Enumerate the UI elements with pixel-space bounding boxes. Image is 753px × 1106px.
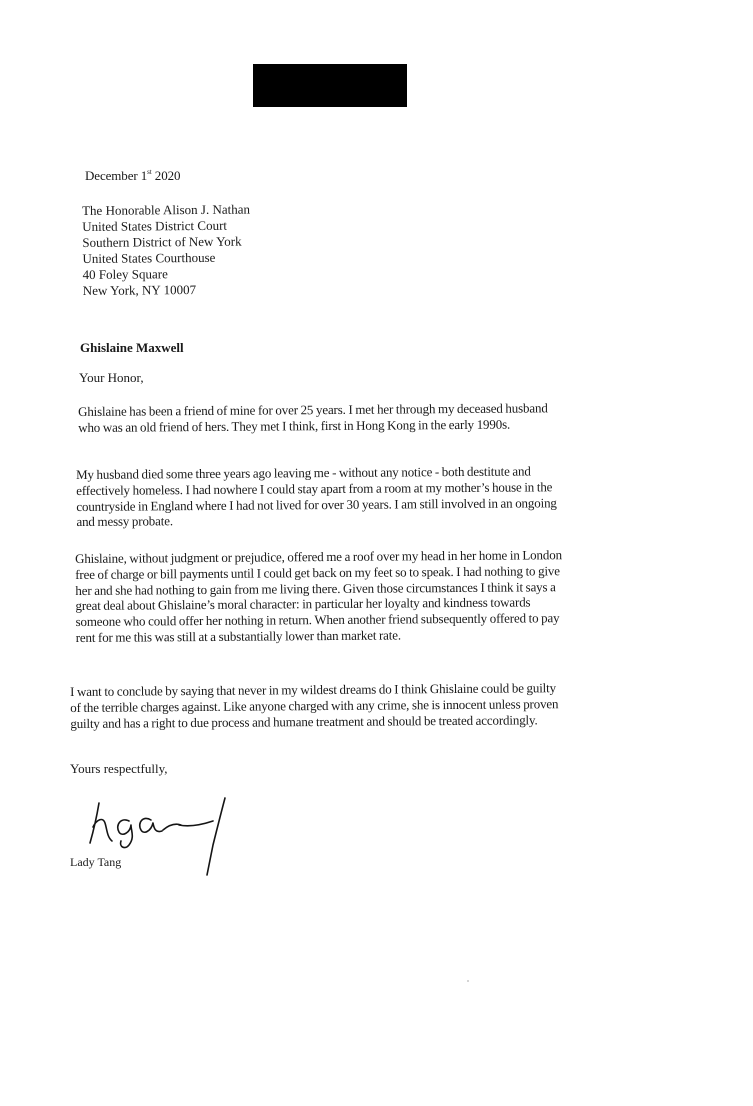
address-line: United States District Court (82, 217, 228, 234)
letter-date (85, 168, 180, 184)
subject-line: Ghislaine Maxwell (80, 340, 184, 355)
date-year: 2020 (151, 168, 181, 183)
address-line: The Honorable Alison J. Nathan (82, 201, 251, 218)
salutation: Your Honor, (79, 370, 144, 385)
redaction-block (253, 64, 407, 107)
address-line: United States Courthouse (82, 249, 216, 266)
address-line: Southern District of New York (82, 233, 242, 250)
recipient-address (82, 202, 251, 299)
address-line: New York, NY 10007 (82, 282, 197, 298)
body-paragraph-2: My husband died some three years ago leaving me - without any notice - both destitute and effectively homeless. I had nowhere I could stay apart from a room at my mother’s house in the countryside in England where I had not lived for over 30 years. I am still involved in an ongoing and messy probate. (76, 463, 557, 530)
address-line: 40 Foley Square (82, 266, 168, 282)
date-suffix: st (147, 168, 152, 176)
body-paragraph-4: I want to conclude by saying that never in my wildest dreams do I think Ghislaine could be guilty of the terrible charges against. Like anyone charged with any crime, she is innocent unless proven guilty and has a right to due process and humane treatment and should be treated accordingly. (70, 680, 559, 731)
body-paragraph-3: Ghislaine, without judgment or prejudice, offered me a roof over my head in her home in London free of charge or bill payments until I could get back on my feet so to speak. I had nothing to give her and she had nothing to gain from me living there. Given those circumstances I think it says a great deal about Ghislaine’s moral character: in particular her loyalty and kindness towards someone who could offer her nothing in return. When another friend subsequently offered to pay rent for me this was still at a substantially lower than market rate. (75, 547, 562, 645)
signer-name: Lady Tang (70, 855, 122, 869)
closing: Yours respectfully, (70, 761, 168, 776)
date-prefix: December 1 (85, 168, 148, 183)
scan-speck (467, 980, 469, 982)
body-paragraph-1: Ghislaine has been a friend of mine for over 25 years. I met her through my deceased husband who was an old friend of hers. They met I think, first in Hong Kong in the early 1990s. (78, 400, 548, 435)
